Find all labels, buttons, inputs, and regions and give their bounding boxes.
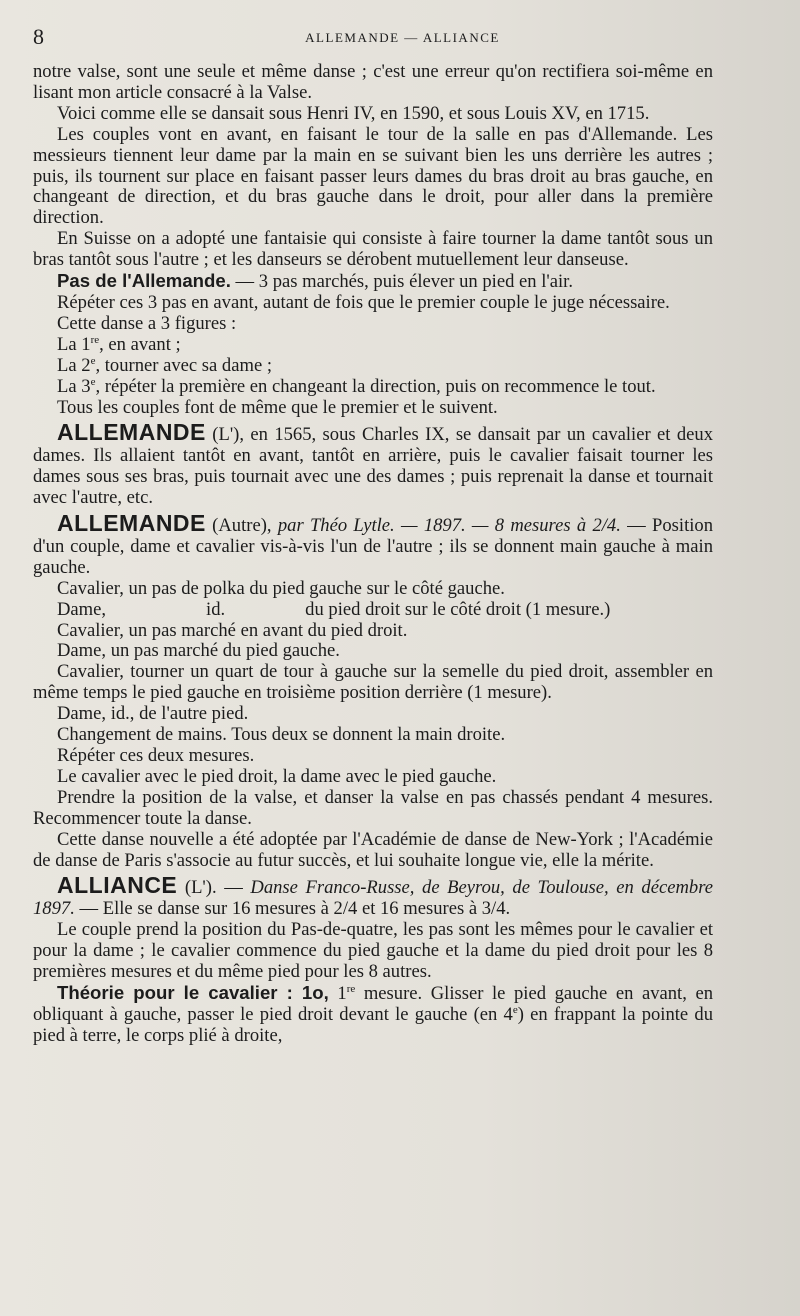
paragraph: Voici comme elle se dansait sous Henri IV, en 1590, et sous Louis XV, en 1715. — [57, 102, 650, 124]
paragraph: Cavalier, tourner un quart de tour à gauche sur la semelle du pied droit, assembler en même temps le pied gauche en troisième position derrière (1 mesure). — [33, 661, 713, 704]
text: , tourner avec sa dame ; — [95, 354, 273, 376]
paragraph: Cette danse nouvelle a été adoptée par l'Académie de danse de New-York ; l'Académie de danse de Paris s'associe au futur succès, et lui souhaite longue vie, elle la mérite. — [33, 828, 713, 871]
text: mesure. Glisser le pied gauche en avant, en obliquant à gauche, passer le pied droit devant le gauche (en 4 — [33, 982, 713, 1025]
superscript: re — [346, 982, 356, 995]
paragraph — [33, 983, 713, 1047]
paragraph: notre valse, sont une seule et même danse ; c'est une erreur qu'on rectifiera soi-même en lisant mon article consacré à la Valse. — [33, 61, 713, 103]
paragraph: Les couples vont en avant, en faisant le tour de la salle en pas d'Allemande. Les messieurs tiennent leur dame par la main en se suivant bien les uns derrière les autres ; puis, ils tournent sur place en faisant passer leurs dames du bras droit au bras gauche, en changeant de direction, et du bras gauche dans le droit, pour aller dans la première direction. — [33, 123, 713, 229]
entry-italic: par Théo Lytle. — 1897. — 8 mesures à 2/4. — [277, 515, 621, 537]
entry-text: (L'), en 1565, sous Charles IX, se dansait par un cavalier et deux dames. Ils allaient tantôt en avant, tantôt en arrière, puis le cavalier faisait tourner les dames sous ses bras, puis tournait avec une des dames ; puis reprenait la danse et tournait avec l'autre, etc. — [33, 424, 713, 509]
paragraph: Répéter ces deux mesures. — [57, 745, 255, 766]
entry-headword: ALLEMANDE — [57, 510, 206, 537]
figure-line — [33, 356, 713, 377]
dictionary-entry — [33, 510, 714, 579]
figure-line — [33, 377, 713, 398]
superscript: e — [90, 375, 96, 388]
entry-text: — Elle se danse sur 16 mesures à 2/4 et 16 mesures à 3/4. — [74, 898, 511, 920]
text: , répéter la première en changeant la direction, puis on recommence le tout. — [95, 375, 656, 397]
running-head: ALLEMANDE — ALLIANCE — [305, 30, 500, 45]
subheading: Théorie pour le cavalier : 1o, — [57, 981, 329, 1003]
superscript: e — [90, 354, 96, 367]
text: La 3 — [57, 375, 91, 397]
paragraph: Cavalier, un pas de polka du pied gauche sur le côté gauche. — [57, 577, 505, 599]
entry-headword: ALLEMANDE — [57, 419, 206, 446]
page-number: 8 — [33, 24, 44, 49]
superscript: re — [90, 333, 100, 346]
text: La 1 — [57, 333, 91, 355]
dictionary-entry — [33, 419, 713, 509]
paragraph-text: — 3 pas marchés, puis élever un pied en l'air. — [230, 271, 573, 293]
paragraph: Le couple prend la position du Pas-de-quatre, les pas sont les mêmes pour le cavalier et pour la dame ; le cavalier commence du pied gauche et la dame du pied droit pour les 8 premières mesures et du même pied pour les 8 autres. — [33, 919, 713, 983]
paragraph: En Suisse on a adopté une fantaisie qui consiste à faire tourner la dame tantôt sous un bras tantôt sous l'autre ; et les danseurs se dérobent mutuellement leur danseuse. — [33, 228, 713, 271]
paragraph: Le cavalier avec le pied droit, la dame avec le pied gauche. — [57, 765, 497, 787]
text: du pied droit sur le côté droit (1 mesure.) — [305, 598, 611, 620]
paragraph — [33, 271, 713, 293]
entry-text: (L'). — — [177, 877, 251, 899]
entry-headword: ALLIANCE — [57, 872, 178, 899]
entry-text: (Autre), — [205, 515, 278, 537]
paragraph: Répéter ces 3 pas en avant, autant de fois que le premier couple le juge nécessaire. — [57, 291, 670, 313]
paragraph: Cavalier, un pas marché en avant du pied droit. — [57, 619, 408, 641]
text: 1 — [328, 982, 347, 1004]
paragraph: Tous les couples font de même que le premier et le suivent. — [57, 396, 498, 418]
paragraph: Prendre la position de la valse, et danser la valse en pas chassés pendant 4 mesures. Recommencer toute la danse. — [33, 786, 713, 829]
text: ) en frappant la pointe du pied à terre, le corps plié à droite, — [33, 1003, 713, 1046]
text: La 2 — [57, 354, 91, 376]
page-header — [33, 24, 772, 50]
dictionary-entry — [33, 872, 713, 920]
paragraph: Cette danse a 3 figures : — [57, 312, 237, 334]
text: , en avant ; — [99, 333, 181, 355]
figure-line — [33, 335, 713, 356]
paragraph — [33, 600, 713, 621]
superscript: e — [512, 1003, 518, 1016]
entry-italic: Danse Franco-Russe, de Beyrou, de Toulouse, en décembre 1897. — [33, 877, 713, 920]
entry-text: — Position d'un couple, dame et cavalier vis-à-vis l'un de l'autre ; ils se donnent main gauche à main gauche. — [33, 515, 714, 578]
text: id. — [206, 598, 226, 620]
paragraph: Dame, un pas marché du pied gauche. — [57, 640, 340, 662]
paragraph: Dame, id., de l'autre pied. — [57, 703, 249, 725]
page-body — [33, 62, 713, 1047]
text: Dame, — [57, 598, 107, 620]
paragraph: Changement de mains. Tous deux se donnent la main droite. — [57, 724, 506, 746]
subheading: Pas de l'Allemande. — [57, 270, 231, 292]
